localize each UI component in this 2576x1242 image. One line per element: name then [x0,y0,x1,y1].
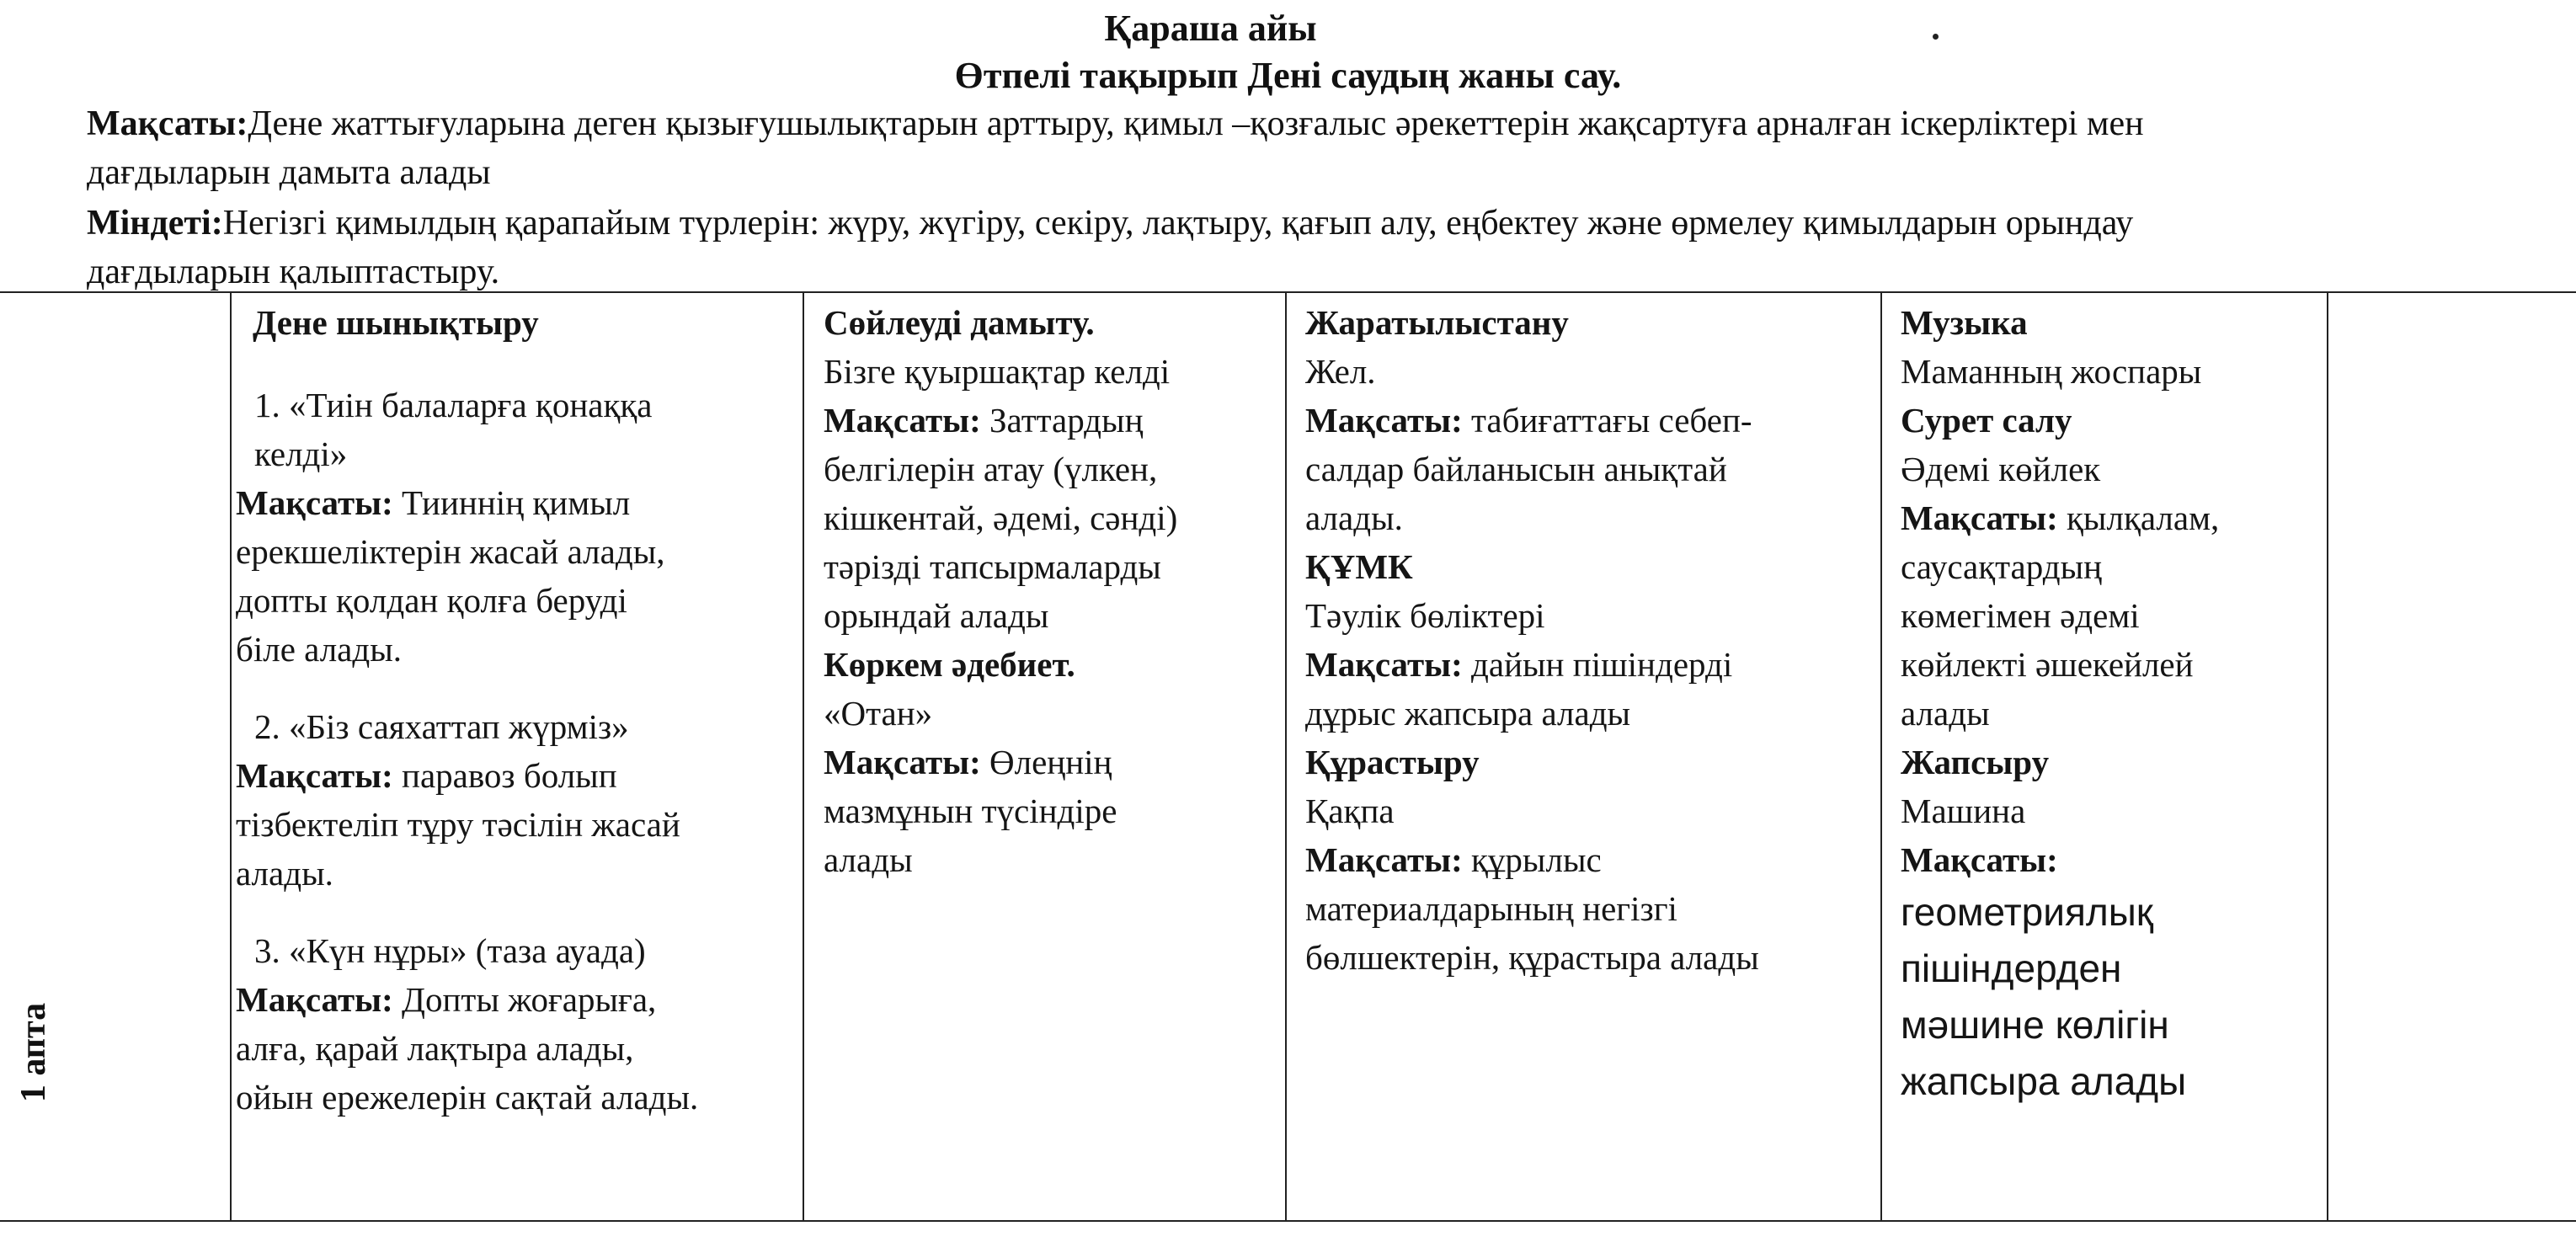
col1-item3-goal-2: алға, қарай лақтыра алады, [236,1029,634,1068]
col1-item3-goal: Допты жоғарыға, [392,980,657,1019]
topic-title: Өтпелі тақырып Дені саудың жаны сау. [954,55,1622,96]
column-divider-3 [1285,291,1287,1221]
col4-goal3-2: пішіндерден [1901,946,2122,990]
column-divider-1 [230,291,232,1221]
col4-sub2: Әдемі көйлек [1901,450,2101,488]
col4-title: Музыка [1901,303,2028,342]
week-label [0,926,67,1179]
goal-label: Мақсаты: [87,104,248,143]
col4-sub3: Машина [1901,792,2026,830]
col1-item1-goal: Тииннің қимыл [392,483,631,522]
col3-goal2-2: дұрыс жапсыра алады [1305,694,1631,733]
col4-goal-label-2: Мақсаты: [1901,840,2058,879]
col3-goal1: табиғаттағы себеп- [1462,401,1752,440]
col2-title2: Көркем әдебиет. [824,645,1075,684]
col4-goal-label-1: Мақсаты: [1901,498,2058,537]
col1-title: Дене шынықтыру [253,303,539,342]
week-label-text: 1 апта [14,1002,53,1103]
col2-goal-label-1: Мақсаты: [824,401,981,440]
col1-goal-label-3: Мақсаты: [236,980,393,1019]
col1-item2-goal: паравоз болып [392,756,617,795]
col3-sub3: Қақпа [1305,792,1395,830]
col3-goal2: дайын пішіндерді [1462,645,1733,684]
task-paragraph [87,199,2571,296]
col1-item2: 2. «Біз саяхаттап жүрміз» [254,707,629,746]
col3-sub1: Жел. [1305,352,1376,391]
col3-goal1-3: алады. [1305,498,1403,537]
col3-goal3: құрылыс [1462,840,1602,879]
col2-goal1-3: кішкентай, әдемі, сәнді) [824,498,1178,537]
col2-goal1: Заттардың [980,401,1144,440]
goal-paragraph [87,99,2571,197]
col3-sub2: Тәулік бөліктері [1305,596,1545,635]
col1-item2-goal-3: алады. [236,854,333,893]
col3-title: Жаратылыстану [1305,303,1569,342]
col1-item1-goal-2: ерекшеліктерін жасай алады, [236,532,665,571]
table-top-border [0,291,2576,293]
col3-goal-label-3: Мақсаты: [1305,840,1463,879]
col4-goal2-5: алады [1901,694,1990,733]
col4-goal3-1: геометриялық [1901,890,2153,934]
col2-sub1: Бізге қуыршақтар келді [824,352,1171,391]
col1-goal-label-2: Мақсаты: [236,756,393,795]
task-text-cont: дағдыларын қалыптастыру. [87,253,500,291]
col4-sub1: Маманның жоспары [1901,352,2202,391]
col4-goal3-3: мәшине көлігін [1901,1003,2169,1047]
cell-natural-science [1305,298,1878,982]
goal-text-cont: дағдыларын дамыта алады [87,153,491,192]
col3-goal-label-1: Мақсаты: [1305,401,1463,440]
col2-sub2: «Отан» [824,694,933,733]
scan-speck [1933,34,1939,40]
month-title: Қараша айы [1104,8,1317,49]
col2-goal2: Өлеңнің [980,743,1112,781]
col2-goal-label-2: Мақсаты: [824,743,981,781]
column-divider-5 [2327,291,2328,1221]
table-bottom-border [0,1220,2576,1222]
col2-goal2-2: мазмұнын түсіндіре [824,792,1117,830]
col2-goal1-4: тәрізді тапсырмаларды [824,547,1161,586]
col4-goal2-4: көйлекті әшекейлей [1901,645,2194,684]
col3-goal3-2: материалдарының негізгі [1305,889,1677,928]
col1-item1: 1. «Тиін балаларға қонаққа [254,386,653,424]
cell-speech-development [824,298,1283,884]
col4-goal3-4: жапсыра алады [1901,1059,2187,1103]
column-divider-2 [803,291,804,1221]
col4-goal2-2: саусақтардың [1901,547,2103,586]
col1-item3-goal-3: ойын ережелерін сақтай алады. [236,1078,699,1117]
task-label: Міндеті: [87,204,223,243]
col4-goal2-3: көмегімен әдемі [1901,596,2140,635]
col2-goal2-3: алады [824,840,913,879]
col1-item2-goal-2: тізбектеліп тұру тәсілін жасай [236,805,680,844]
col4-title2: Сурет салу [1901,401,2072,440]
cell-physical-education [236,298,800,1122]
col1-item1-goal-4: біле алады. [236,630,403,669]
col1-item1-goal-3: допты қолдан қолға беруді [236,581,627,620]
col2-goal1-2: белгілерін атау (үлкен, [824,450,1158,488]
column-divider-4 [1880,291,1882,1221]
col1-item1-cont: келді» [254,434,348,473]
col2-title: Сөйлеуді дамыту. [824,303,1095,342]
col3-goal-label-2: Мақсаты: [1305,645,1463,684]
col3-title2: ҚҰМК [1305,547,1413,586]
col4-goal2: қылқалам, [2057,498,2220,537]
col1-item3: 3. «Күн нұры» (таза ауада) [254,931,646,970]
col2-goal1-5: орындай алады [824,596,1049,635]
col3-title3: Құрастыру [1305,743,1480,781]
cell-music-art [1901,298,2322,1110]
col3-goal1-2: салдар байланысын анықтай [1305,450,1727,488]
col3-goal3-3: бөлшектерін, құрастыра алады [1305,938,1759,977]
col1-goal-label-1: Мақсаты: [236,483,393,522]
goal-text: Дене жаттығуларына деген қызығушылықтарын арттыру, қимыл –қозғалыс әрекеттерін жақсартуға арналған іскерліктері мен [248,104,2144,143]
col4-title3: Жапсыру [1901,743,2050,781]
task-text: Негізгі қимылдың қарапайым түрлерін: жүру, жүгіру, секіру, лақтыру, қағып алу, еңбектеу және өрмелеу қимылдарын орындау [222,204,2134,243]
